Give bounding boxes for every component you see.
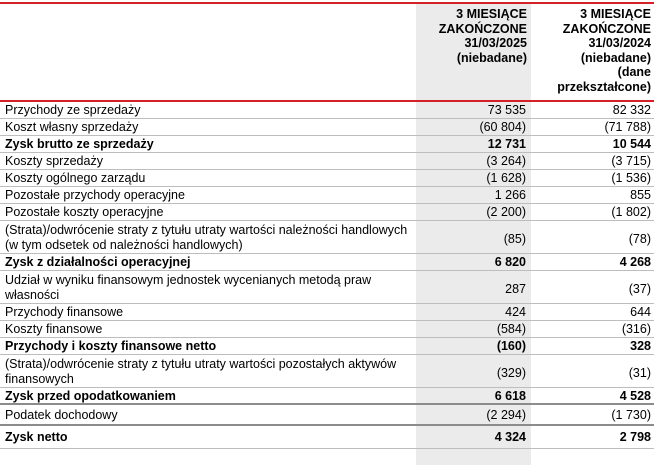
header-line: 31/03/2025: [464, 36, 527, 50]
value-2024: (71 788): [604, 120, 651, 134]
row-label: Koszt własny sprzedaży: [5, 120, 139, 134]
value-2025: (2 294): [486, 408, 526, 422]
table-row: [0, 221, 654, 254]
table-row: [0, 405, 654, 426]
value-2024: (31): [628, 366, 651, 380]
table-row: [0, 426, 654, 449]
header-line: 31/03/2024: [588, 36, 651, 50]
header-line: 3 MIESIĄCE: [580, 7, 651, 21]
table-row: [0, 338, 654, 355]
table-row: [0, 187, 654, 204]
value-2025: (329): [496, 366, 526, 380]
value-2024: 2 798: [619, 430, 651, 444]
row-label: Udział w wyniku finansowym jednostek wycenianych metodą praw własności: [5, 272, 372, 302]
value-2024: (37): [628, 282, 651, 296]
header-line: 3 MIESIĄCE: [456, 7, 527, 21]
table-row: [0, 204, 654, 221]
value-2024: 644: [630, 305, 651, 319]
row-label: Pozostałe przychody operacyjne: [5, 188, 185, 202]
value-2024: (316): [621, 322, 651, 336]
row-label: Zysk przed opodatkowaniem: [5, 389, 176, 403]
table-row: [0, 136, 654, 153]
value-2024: 4 528: [619, 389, 651, 403]
value-2024: 10 544: [612, 137, 651, 151]
value-2025: 287: [505, 282, 526, 296]
table-row: [0, 170, 654, 187]
value-2024: 82 332: [612, 103, 651, 117]
value-2025: 73 535: [487, 103, 526, 117]
table-header: [0, 4, 654, 101]
value-2025: 12 731: [487, 137, 526, 151]
row-label: Podatek dochodowy: [5, 408, 118, 422]
value-2024: (78): [628, 232, 651, 246]
table-row: [0, 254, 654, 271]
value-2024: (1 730): [611, 408, 651, 422]
value-2025: (1 628): [486, 171, 526, 185]
header-line: (dane: [617, 65, 651, 79]
value-2025: (584): [496, 322, 526, 336]
table-body: [0, 102, 654, 449]
table-row: [0, 388, 654, 405]
value-2025: (60 804): [479, 120, 526, 134]
row-label: Koszty ogólnego zarządu: [5, 171, 146, 185]
value-2024: (1 802): [611, 205, 651, 219]
value-2025: (85): [503, 232, 526, 246]
row-label: (Strata)/odwrócenie straty z tytułu utraty wartości pozostałych aktywów finansowych: [5, 356, 397, 386]
value-2024: 328: [630, 339, 651, 353]
row-label: (Strata)/odwrócenie straty z tytułu utraty wartości należności handlowych (w tym odsetek od należności handlowych): [5, 222, 408, 252]
row-label: Zysk netto: [5, 430, 68, 444]
table-row: [0, 119, 654, 136]
row-label: Koszty sprzedaży: [5, 154, 103, 168]
value-2024: 855: [630, 188, 651, 202]
row-label: Pozostałe koszty operacyjne: [5, 205, 164, 219]
table-row: [0, 355, 654, 388]
row-label: Przychody ze sprzedaży: [5, 103, 141, 117]
value-2025: (3 264): [486, 154, 526, 168]
value-2025: 6 820: [494, 255, 526, 269]
header-line: ZAKOŃCZONE: [438, 21, 527, 36]
row-label: Przychody i koszty finansowe netto: [5, 339, 217, 353]
value-2024: (3 715): [611, 154, 651, 168]
header-line: przekształcone): [557, 79, 651, 94]
table-row: [0, 153, 654, 170]
header-line: (niebadane): [580, 50, 651, 65]
row-label: Przychody finansowe: [5, 305, 124, 319]
column-header-2024: [531, 7, 651, 94]
row-label: Koszty finansowe: [5, 322, 103, 336]
row-label: Zysk brutto ze sprzedaży: [5, 137, 154, 151]
value-2025: (160): [496, 339, 526, 353]
table-row: [0, 102, 654, 119]
table-row: [0, 304, 654, 321]
table-row: [0, 271, 654, 304]
header-line: ZAKOŃCZONE: [562, 21, 651, 36]
value-2024: 4 268: [619, 255, 651, 269]
value-2025: 424: [505, 305, 526, 319]
row-label: Zysk z działalności operacyjnej: [5, 255, 191, 269]
value-2025: 1 266: [494, 188, 526, 202]
value-2025: 6 618: [494, 389, 526, 403]
header-line: (niebadane): [456, 50, 527, 65]
column-header-2025: [416, 7, 527, 65]
value-2024: (1 536): [611, 171, 651, 185]
value-2025: (2 200): [486, 205, 526, 219]
value-2025: 4 324: [494, 430, 526, 444]
table-row: [0, 321, 654, 338]
